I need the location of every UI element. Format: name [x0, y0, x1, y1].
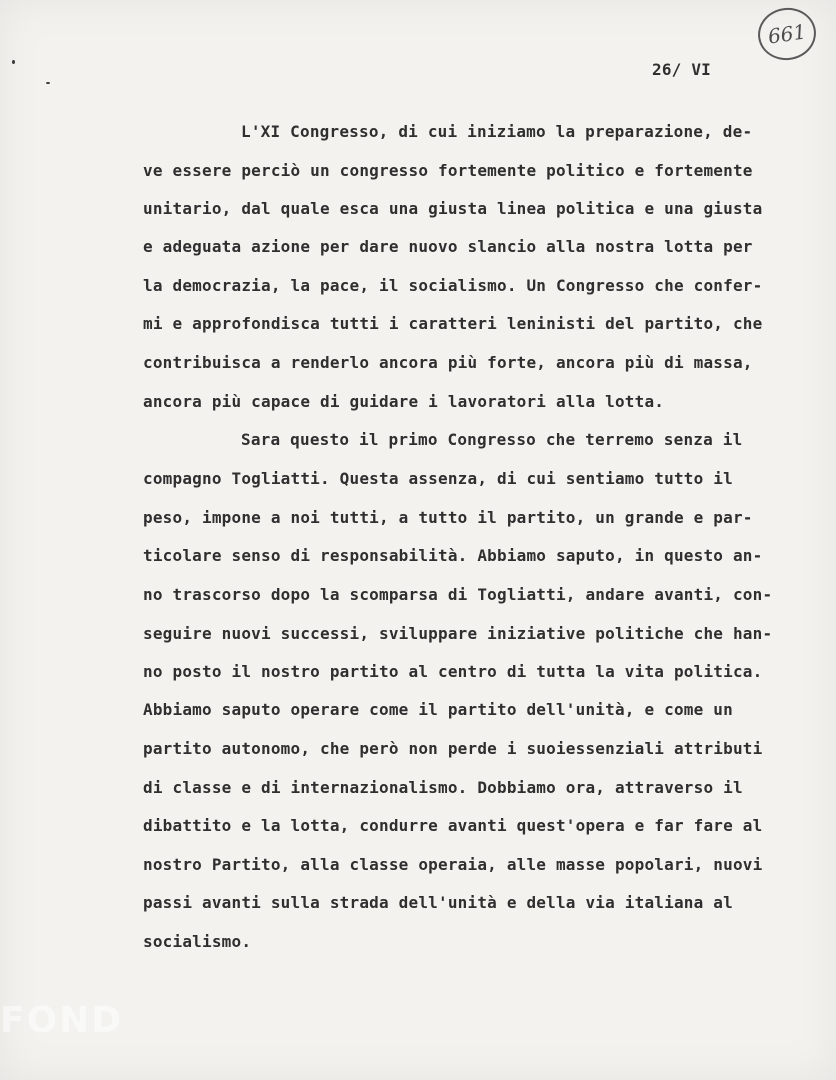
text-line: peso, impone a noi tutti, a tutto il partito, un grande e par- [143, 508, 753, 527]
text-line: contribuisca a renderlo ancora più forte, ancora più di massa, [143, 353, 753, 372]
text-line: dibattito e la lotta, condurre avanti quest'opera e far fare al [143, 816, 763, 835]
text-line: socialismo. [143, 932, 252, 951]
text-line: la democrazia, la pace, il socialismo. Un Congresso che confer- [143, 276, 763, 295]
text-line: nostro Partito, alla classe operaia, alle masse popolari, nuovi [143, 855, 763, 874]
text-line: ancora più capace di guidare i lavoratori alla lotta. [143, 392, 665, 411]
text-line: ve essere perciò un congresso fortemente politico e fortemente [143, 161, 753, 180]
watermark: FOND [0, 1000, 124, 1041]
text-line: ticolare senso di responsabilità. Abbiamo saputo, in questo an- [143, 546, 763, 565]
text-line: e adeguata azione per dare nuovo slancio alla nostra lotta per [143, 237, 753, 256]
text-line: seguire nuovi successi, sviluppare iniziative politiche che han- [143, 624, 773, 643]
text-line: mi e approfondisca tutti i caratteri leninisti del partito, che [143, 314, 763, 333]
text-line: partito autonomo, che però non perde i suoiessenziali attributi [143, 739, 763, 758]
text-line: Sara questo il primo Congresso che terremo senza il [241, 430, 743, 449]
text-line: unitario, dal quale esca una giusta linea politica e una giusta [143, 199, 763, 218]
page-number: 26/ VI [652, 60, 711, 79]
text-line: compagno Togliatti. Questa assenza, di cui sentiamo tutto il [143, 469, 733, 488]
text-line: passi avanti sulla strada dell'unità e della via italiana al [143, 893, 733, 912]
text-line: Abbiamo saputo operare come il partito dell'unità, e come un [143, 700, 733, 719]
text-line: no trascorso dopo la scomparsa di Togliatti, andare avanti, con- [143, 585, 773, 604]
archive-stamp-number: 661 [766, 19, 808, 49]
text-line: L'XI Congresso, di cui iniziamo la preparazione, de- [241, 122, 753, 141]
text-line: no posto il nostro partito al centro di tutta la vita politica. [143, 662, 763, 681]
text-line: di classe e di internazionalismo. Dobbiamo ora, attraverso il [143, 778, 743, 797]
